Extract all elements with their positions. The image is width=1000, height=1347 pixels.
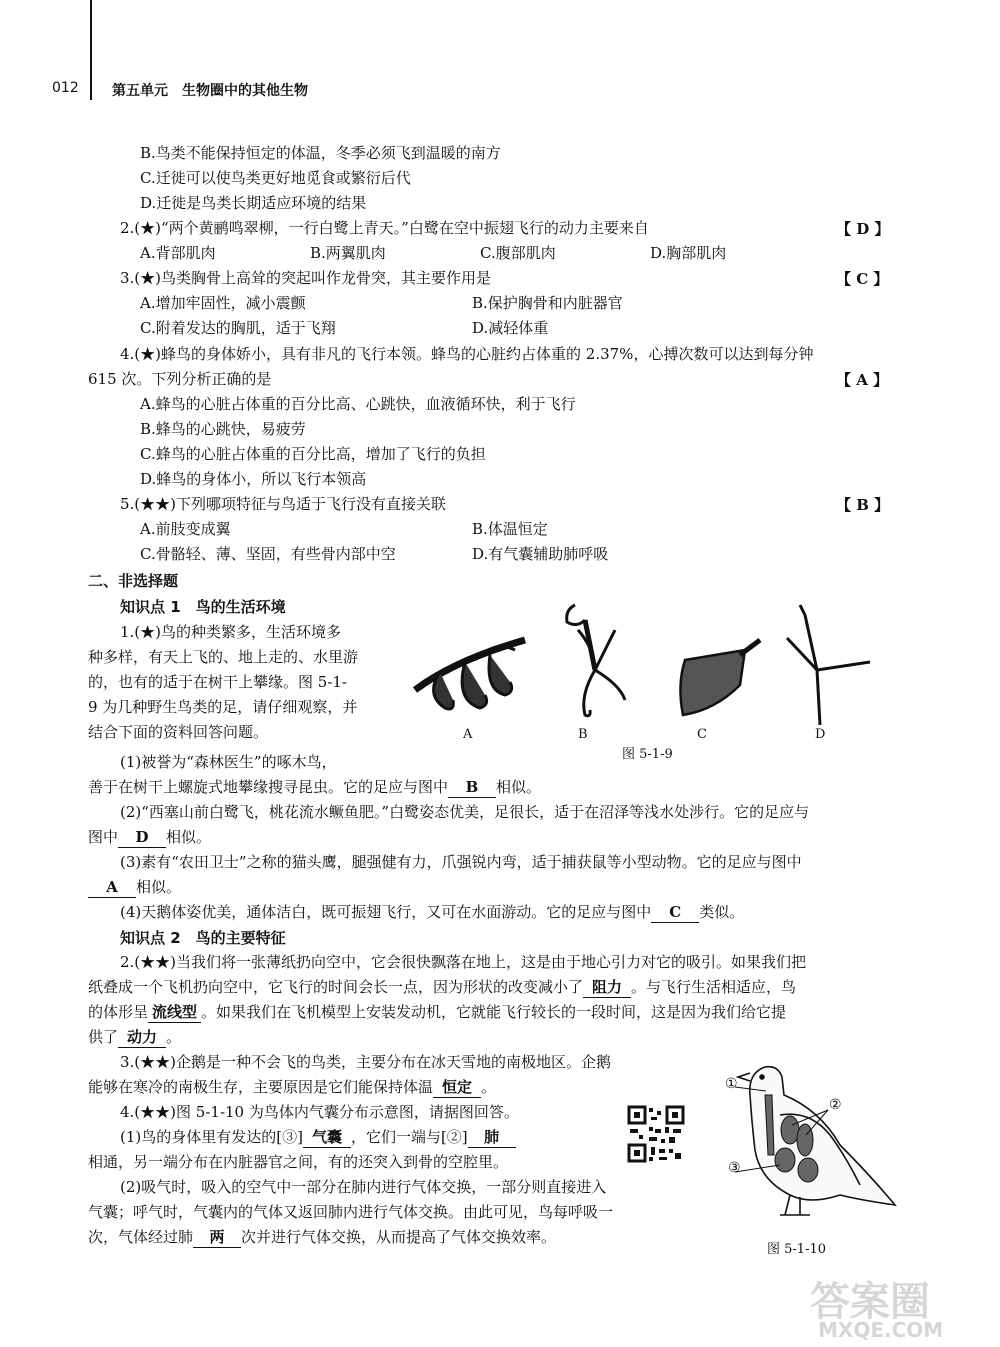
p4-line1: 4.(★★)图 5-1-10 为鸟体内气囊分布示意图，请据图回答。	[120, 1103, 519, 1121]
foot-d-drawing	[787, 605, 870, 725]
q3-stem: 3.(★)鸟类胸骨上高耸的突起叫作龙骨突，其主要作用是	[120, 269, 492, 287]
p1-sub1-answer: B	[448, 777, 496, 798]
q3-option-b: B.保护胸骨和内脏器官	[472, 294, 623, 312]
figure-5-1-10	[720, 1055, 900, 1225]
foot-a-drawing	[415, 640, 525, 709]
p4-sub1-pre: (1)鸟的身体里有发达的[③]	[120, 1128, 303, 1146]
p2-answer-1: 阻力	[583, 977, 631, 998]
qr-code-icon[interactable]	[627, 1105, 685, 1163]
p2-line2-pre: 纸叠成一个飞机扔向空中，它飞行的时间会长一点，因为形状的改变减小了	[88, 978, 584, 996]
foot-b-drawing	[567, 605, 625, 716]
q2-option-b: B.两翼肌肉	[310, 244, 386, 262]
q2-stem: 2.(★)“两个黄鹂鸣翠柳，一行白鹭上青天。”白鹭在空中振翅飞行的动力主要来自	[120, 219, 649, 237]
p1-sub3-line2	[88, 877, 181, 898]
q4-option-b: B.蜂鸟的心跳快，易疲劳	[140, 420, 306, 438]
p1-sub3-answer: A	[88, 877, 136, 898]
figure-marker-3: ③	[728, 1160, 741, 1176]
p1-sub2-post: 相似。	[166, 828, 212, 846]
watermark-url: MXQE.COM	[818, 1318, 944, 1342]
p1-line3: 的，也有的适于在树干上攀缘。图 5-1-	[88, 673, 347, 691]
p1-line5: 结合下面的资料回答问题。	[88, 723, 269, 741]
q3-answer: 【 C 】	[836, 270, 889, 288]
p2-line4	[88, 1027, 181, 1048]
p1-line1: 1.(★)鸟的种类繁多，生活环境多	[120, 623, 342, 641]
p4-sub2-pre: 次，气体经过肺	[88, 1228, 194, 1246]
p1-sub1-pre: 善于在树干上螺旋式地攀缘搜寻昆虫。它的足应与图中	[88, 778, 449, 796]
p4-sub2-line3	[88, 1227, 556, 1248]
p1-sub4-answer: C	[651, 902, 699, 923]
p3-line2-post: 。	[481, 1078, 497, 1096]
q1-option-c: C.迁徙可以使鸟类更好地觅食或繁衍后代	[140, 169, 411, 187]
figure-marker-2: ②	[829, 1097, 842, 1113]
page-number: 012	[52, 80, 79, 96]
figure-label-d: D	[815, 727, 826, 742]
p1-sub4-line	[120, 902, 744, 923]
p2-line3	[88, 1002, 786, 1023]
section-heading: 二、非选择题	[88, 572, 179, 590]
q5-stem: 5.(★★)下列哪项特征与鸟适于飞行没有直接关联	[120, 495, 447, 513]
p4-sub1-line1	[120, 1127, 516, 1148]
q5-option-a: A.前肢变成翼	[140, 520, 231, 538]
q2-option-c: C.腹部肌肉	[480, 244, 556, 262]
p1-sub2-answer: D	[118, 827, 166, 848]
q4-answer: 【 A 】	[836, 371, 889, 389]
figure-caption-5-1-10: 图 5-1-10	[767, 1242, 827, 1257]
figure-label-a: A	[463, 727, 473, 742]
p2-line1: 2.(★★)当我们将一张薄纸扔向空中，它会很快飘落在地上，这是由于地心引力对它的吸引。如果我们把	[120, 953, 807, 971]
q2-answer: 【 D 】	[836, 220, 890, 238]
q1-option-b: B.鸟类不能保持恒定的体温，冬季必须飞到温暖的南方	[140, 144, 501, 162]
p2-line2	[88, 977, 796, 998]
p1-sub1-post: 相似。	[496, 778, 542, 796]
figure-label-b: B	[578, 727, 588, 742]
q3-option-d: D.减轻体重	[472, 319, 549, 337]
p3-line1: 3.(★★)企鹅是一种不会飞的鸟类，主要分布在冰天雪地的南极地区。企鹅	[120, 1053, 612, 1071]
p2-answer-2: 流线型	[148, 1002, 201, 1023]
p4-sub2-answer: 两	[193, 1227, 241, 1248]
figure-marker-1: ①	[725, 1076, 738, 1092]
p1-sub3-post: 相似。	[136, 878, 182, 896]
foot-c-drawing	[680, 640, 760, 715]
p4-sub2-line1: (2)吸气时，吸入的空气中一部分在肺内进行气体交换，一部分则直接进入	[120, 1178, 607, 1196]
q2-option-a: A.背部肌肉	[140, 244, 216, 262]
p2-line4-pre: 供了	[88, 1028, 119, 1046]
q1-option-d: D.迁徙是鸟类长期适应环境的结果	[140, 194, 367, 212]
p3-line2	[88, 1077, 496, 1098]
p4-sub1-line2: 相通，另一端分布在内脏器官之间，有的还突入到骨的空腔里。	[88, 1153, 509, 1171]
p1-sub3-line1: (3)素有“农田卫士”之称的猫头鹰，腿强健有力，爪强锐内弯，适于捕获鼠等小型动物。它的足应与图中	[120, 853, 802, 871]
p1-sub4-post: 类似。	[699, 903, 745, 921]
p1-sub1-line2	[88, 777, 541, 798]
p1-line2: 种多样，有天上飞的、地上走的、水里游	[88, 648, 359, 666]
p2-line3-post: 。如果我们在飞机模型上安装发动机，它就能飞行较长的一段时间，这是因为我们给它提	[201, 1003, 787, 1021]
p1-sub2-pre: 图中	[88, 828, 119, 846]
watermark-logo: 答案圈	[810, 1279, 930, 1325]
q3-option-a: A.增加牢固性，减小震颤	[140, 294, 306, 312]
p1-line4: 9 为几种野生鸟类的足，请仔细观察，并	[88, 698, 358, 716]
q4-option-a: A.蜂鸟的心脏占体重的百分比高、心跳快，血液循环快，利于飞行	[140, 395, 576, 413]
q5-answer: 【 B 】	[836, 496, 890, 514]
p2-line4-post: 。	[166, 1028, 182, 1046]
q5-option-b: B.体温恒定	[472, 520, 548, 538]
q4-stem-line2: 615 次。下列分析正确的是	[88, 370, 272, 388]
p2-answer-3: 动力	[118, 1027, 166, 1048]
p1-sub2-line2	[88, 827, 211, 848]
p4-sub2-post: 次并进行气体交换，从而提高了气体交换效率。	[241, 1228, 557, 1246]
knowledge-point-1: 知识点 1 鸟的生活环境	[120, 598, 286, 616]
unit-title: 第五单元 生物圈中的其他生物	[112, 83, 308, 99]
knowledge-point-2: 知识点 2 鸟的主要特征	[120, 929, 286, 947]
q5-option-d: D.有气囊辅助肺呼吸	[472, 545, 609, 563]
p1-sub1-line1: (1)被誉为“森林医生”的啄木鸟，	[120, 753, 337, 771]
q4-option-d: D.蜂鸟的身体小，所以飞行本领高	[140, 470, 367, 488]
p2-line3-pre: 的体形呈	[88, 1003, 149, 1021]
figure-caption-5-1-9: 图 5-1-9	[622, 747, 673, 762]
p2-line2-post: 。与飞行生活相适应，鸟	[631, 978, 797, 996]
p4-sub2-line2: 气囊；呼气时，气囊内的气体又返回肺内进行气体交换。由此可见，鸟每呼吸一	[88, 1203, 614, 1221]
p3-answer: 恒定	[433, 1077, 481, 1098]
q2-option-d: D.胸部肌肉	[650, 244, 727, 262]
q5-option-c: C.骨骼轻、薄、坚固，有些骨内部中空	[140, 545, 396, 563]
q4-option-c: C.蜂鸟的心脏占体重的百分比高，增加了飞行的负担	[140, 445, 486, 463]
q4-stem-line1: 4.(★)蜂鸟的身体娇小，具有非凡的飞行本领。蜂鸟的心脏约占体重的 2.37%，心搏次数可以达到每分钟	[120, 345, 814, 363]
p4-sub1-mid: ，它们一端与[②]	[350, 1128, 468, 1146]
p4-sub1-answer-1: 气囊	[303, 1127, 351, 1148]
p3-line2-pre: 能够在寒冷的南极生存，主要原因是它们能保持体温	[88, 1078, 434, 1096]
p1-sub2-line1: (2)“西塞山前白鹭飞，桃花流水鳜鱼肥。”白鹭姿态优美，足很长，适于在沼泽等浅水处涉行。它的足应与	[120, 803, 810, 821]
p4-sub1-answer-2: 肺	[468, 1127, 516, 1148]
header-rule	[90, 0, 92, 100]
figure-label-c: C	[697, 727, 707, 742]
q3-option-c: C.附着发达的胸肌，适于飞翔	[140, 319, 336, 337]
p1-sub4-pre: (4)天鹅体姿优美，通体洁白，既可振翅飞行，又可在水面游动。它的足应与图中	[120, 903, 652, 921]
